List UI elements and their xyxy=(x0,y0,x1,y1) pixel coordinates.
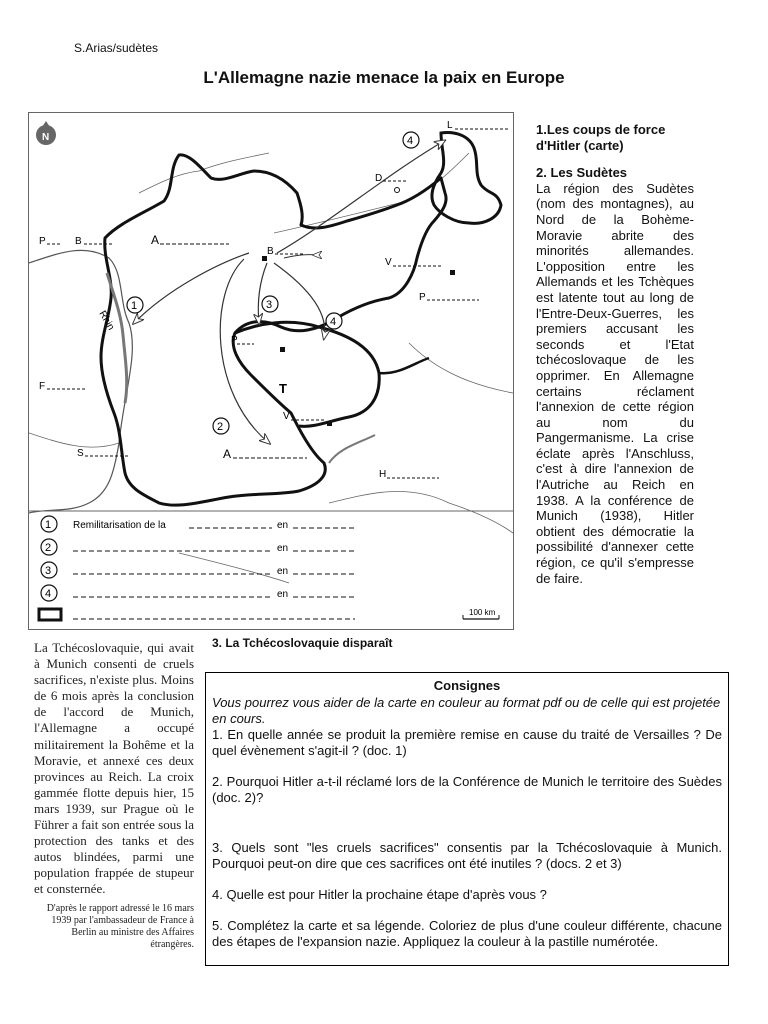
map-label-v: V xyxy=(385,257,392,268)
svg-text:1: 1 xyxy=(45,519,52,531)
question-3: 3. Quels sont "les cruels sacrifices" consentis par la Tchécoslovaquie à Munich. Pourquoi peut-on dire que ces sacrifices ont été inutiles ? (docs. 2 et 3) xyxy=(212,840,722,871)
warsaw-marker xyxy=(450,270,455,275)
svg-text:4: 4 xyxy=(45,588,52,600)
map-label-p2: P xyxy=(419,292,426,303)
danube-river xyxy=(329,435,375,463)
svg-text:1: 1 xyxy=(131,300,138,312)
svg-text:3: 3 xyxy=(45,565,52,577)
map-document xyxy=(28,112,514,630)
map-number-2 xyxy=(213,418,229,434)
map-label-d: D xyxy=(375,173,383,184)
question-4: 4. Quelle est pour Hitler la prochaine étape d'après vous ? xyxy=(212,887,547,902)
page-title: L'Allemagne nazie menace la paix en Europe xyxy=(203,68,565,87)
map-number-3 xyxy=(262,296,278,312)
question-5: 5. Complétez la carte et sa légende. Coloriez de plus d'une couleur différente, chacune des étapes de l'expansion nazie. Appliquez la couleur à la pastille numérotée. xyxy=(212,918,722,949)
scale-bar xyxy=(463,608,499,619)
section-3-title: 3. La Tchécoslovaquie disparaît xyxy=(212,636,393,650)
svg-text:4: 4 xyxy=(407,135,414,147)
prague-marker xyxy=(280,347,285,352)
section-1-title: 1.Les coups de force d'Hitler (carte) xyxy=(536,122,666,153)
legend-row-2 xyxy=(41,539,355,555)
map-label-f: F xyxy=(39,381,46,392)
map-label-s: S xyxy=(77,448,84,459)
svg-text:en: en xyxy=(277,566,289,577)
consignes-intro: Vous pourrez vous aider de la carte en couleur au format pdf ou de celle qui est projetée en cours. xyxy=(212,695,721,726)
svg-text:4: 4 xyxy=(330,316,337,328)
map-number-1 xyxy=(127,297,143,313)
legend-row-3 xyxy=(41,562,355,578)
arrow-memel xyxy=(277,141,444,253)
legend-row-border xyxy=(39,609,355,620)
map-label-berlin: B xyxy=(267,246,274,257)
map-svg xyxy=(29,113,513,629)
svg-text:en: en xyxy=(277,543,289,554)
question-1: 1. En quelle année se produit la première remise en cause du traité de Versailles ? De quel évènement s'agit-il ? (doc. 1) xyxy=(212,727,722,758)
map-label-t: T xyxy=(279,381,287,396)
legend-row-4 xyxy=(41,585,355,601)
svg-text:en: en xyxy=(277,589,289,600)
map-label-b: B xyxy=(75,236,82,247)
border-line-south xyxy=(329,491,513,533)
map-label-p: P xyxy=(39,236,46,247)
map-number-4a xyxy=(326,313,342,329)
document-reference: S.Arias/sudètes xyxy=(74,41,159,55)
consignes-title: Consignes xyxy=(433,678,501,693)
quote-text: La Tchécoslovaquie, qui avait à Munich consenti de cruels sacrifices, n'existe plus. Moins de 6 mois après la conclusion de l'accord de Munich, l'Allemagne a occupé militairement la Bohême et la Moravie, et annexé ces deux provinces au Reich. La croix gammée flotte depuis hier, 15 mars 1939, sur Prague où le Führer a fait son entrée sous la protection des tanks et des autos blindées, parmi une population frappée de stupeur et consternée. xyxy=(34,640,194,897)
vienna-marker xyxy=(327,421,332,426)
map-label-a2: A xyxy=(223,447,232,461)
slovakia-border xyxy=(379,358,429,373)
consignes-box xyxy=(205,672,729,966)
rhine-label: Rhin xyxy=(96,309,117,333)
quote-source: D'après le rapport adressé le 16 mars 1939 par l'ambassadeur de France à Berlin au ministre des Affaires étrangères. xyxy=(46,902,194,950)
section-2-title: 2. Les Sudètes xyxy=(536,165,628,181)
arrow-rhineland xyxy=(134,253,249,323)
map-label-h: H xyxy=(379,469,387,480)
border-line-east xyxy=(409,343,513,393)
quote-document xyxy=(34,640,194,951)
map-label-a: A xyxy=(151,233,160,247)
svg-text:2: 2 xyxy=(45,542,52,554)
arrow-sudetenland xyxy=(258,263,267,323)
border-line-alps xyxy=(179,553,289,583)
svg-text:Remilitarisation de la: Remilitarisation de la xyxy=(73,520,166,531)
svg-text:3: 3 xyxy=(266,299,273,311)
svg-text:2: 2 xyxy=(217,421,224,433)
svg-text:100 km: 100 km xyxy=(469,608,496,617)
svg-text:en: en xyxy=(277,520,289,531)
arrow-austria xyxy=(220,259,269,443)
question-2: 2. Pourquoi Hitler a-t-il réclamé lors de la Conférence de Munich le territoire des Suèdes (doc. 2)? xyxy=(212,774,722,805)
legend-row-1 xyxy=(41,516,355,532)
map-label-l: L xyxy=(447,120,453,131)
map-number-4b xyxy=(403,132,419,148)
arrow-east xyxy=(284,255,315,258)
map-label-v2: V xyxy=(283,411,290,422)
section-2-text: La région des Sudètes (nom des montagnes), au Nord de la Bohème-Moravie abrite des minorités allemandes. L'opposition entre les Allemands et les Tchèques est latente tout au long de l'Entre-Deux-Guerres, les premiers accusant les seconds et l'Etat tchécoslovaque de les opprimer. En Allemagne certains réclament l'annexion de cette région au nom du Pangermanisme. La crise éclate après l'Anschluss, c'est à dire l'annexion de l'Autriche au Reich en 1938. A la conférence de Munich (1938), Hitler obtient des démocratie la possibilité d'annexer cette région, ce qu'il s'empresse de faire. xyxy=(536,180,694,586)
danzig-marker xyxy=(395,188,400,193)
czechoslovakia-border xyxy=(235,322,379,426)
side-text xyxy=(536,122,694,586)
north-label: N xyxy=(42,132,50,143)
germany-border xyxy=(101,155,446,505)
border-line xyxy=(29,433,119,447)
map-label-p3: P xyxy=(231,335,238,346)
